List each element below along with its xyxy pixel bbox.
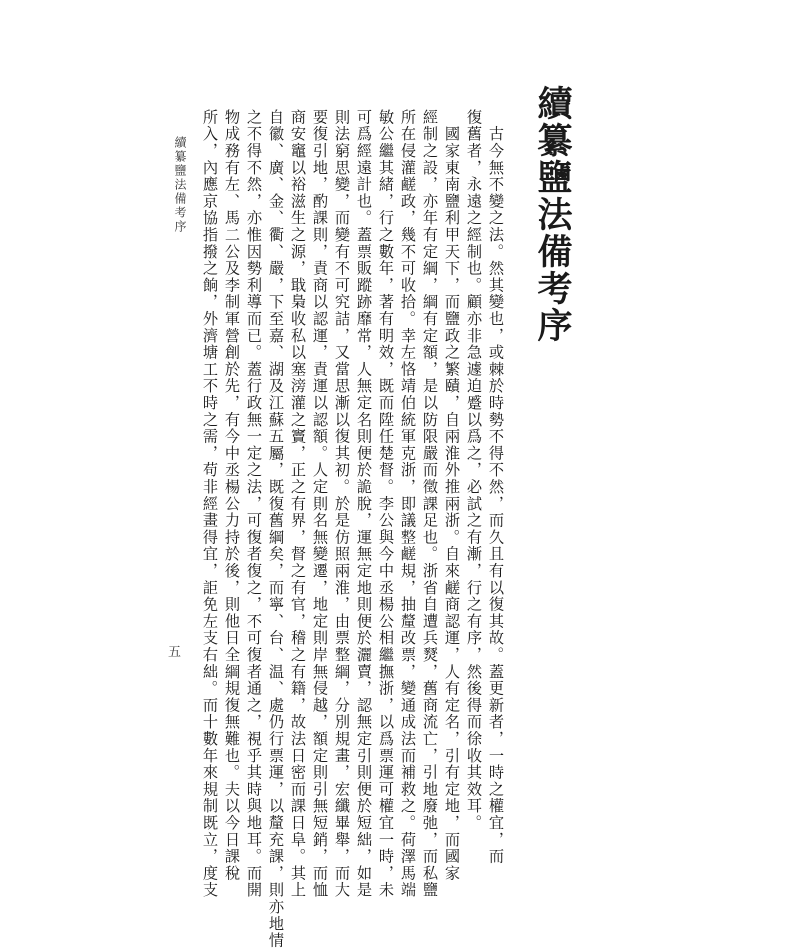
text-column: 經制之設，亦年有定綱，綱有定額，是以防限嚴而徵課足也。浙省自遭兵燹，舊商流亡，引地廢弛，而私鹽 [421, 109, 439, 899]
text-column: 之不得不然，亦惟因勢利導而已。蓋行政無一定之法，可復者復之，不可復者通之，視乎其時與地耳。而開 [245, 109, 263, 899]
text-column: 則法窮思變，而變有不可究詰，又當思漸以復其初。於是仿照兩淮，由票整綱，分別規畫，宏纖畢舉，而大 [333, 109, 351, 899]
text-column: 自徽、廣、金、衢、嚴，下至嘉、湖及江蘇五屬，既復舊綱矣，而寧、台、温、處仍行票運，以釐充課，則亦地情 [267, 109, 285, 949]
text-column: 可爲經遠計也。蓋票販蹤跡靡常，人無定名則便於詭脫，運無定地則便於灑賣，認無定引則便於短絀，如是 [355, 109, 373, 899]
body-text [198, 109, 506, 949]
text-column: 所在侵灌鹺政，幾不可收拾。幸左恪靖伯統軍克浙，即議整鹺規，抽釐改票，變通成法而補救之。荷澤馬端 [399, 109, 417, 899]
text-column: 古今無不變之法。然其變也，或棘於時勢不得不然，而久且有以復其故。蓋更新者，一時之權宜，而 [487, 109, 505, 865]
page-title: 續纂鹽法備考序 [532, 85, 573, 344]
text-column: 要復引地，酌課則，責商以認運，責運以認額。人定則名無變遷，地定則岸無侵越，額定則引無短銷，而恤 [311, 109, 329, 899]
text-column: 物成務有左、馬二公及李制軍營創於先，有今中丞楊公力持於後，則他日全綱規復無難也。夫以今日課稅 [223, 109, 241, 882]
text-column: 所入，內應京協指撥之餉，外濟塘工不時之需，苟非經畫得宜，詎免左支右絀。而十數年來規制既立，度支 [201, 109, 219, 899]
text-column: 敏公繼其緒，行之數年，著有明效，既而陞任楚督。李公與今中丞楊公相繼撫浙，以爲票運可權宜一時，未 [377, 109, 395, 899]
text-column: 國家東南鹽利甲天下，而鹽政之繁賾，自兩淮外推兩浙。自來鹺商認運，人有定名，引有定地，而國家 [443, 109, 461, 882]
page-number: 五 [168, 645, 182, 660]
text-column: 商安竈以裕滋生之源，戢梟收私以塞滂灌之竇，正之有界，督之有官，稽之有籍，故法日密而課日阜。其上 [289, 109, 307, 899]
text-column: 復舊者，永遠之經制也。顧亦非急遽迫蹙以爲之，必試之有漸，行之有序，然後得而徐收其效耳。 [465, 109, 483, 832]
running-header: 續纂鹽法備考序 [173, 136, 187, 234]
